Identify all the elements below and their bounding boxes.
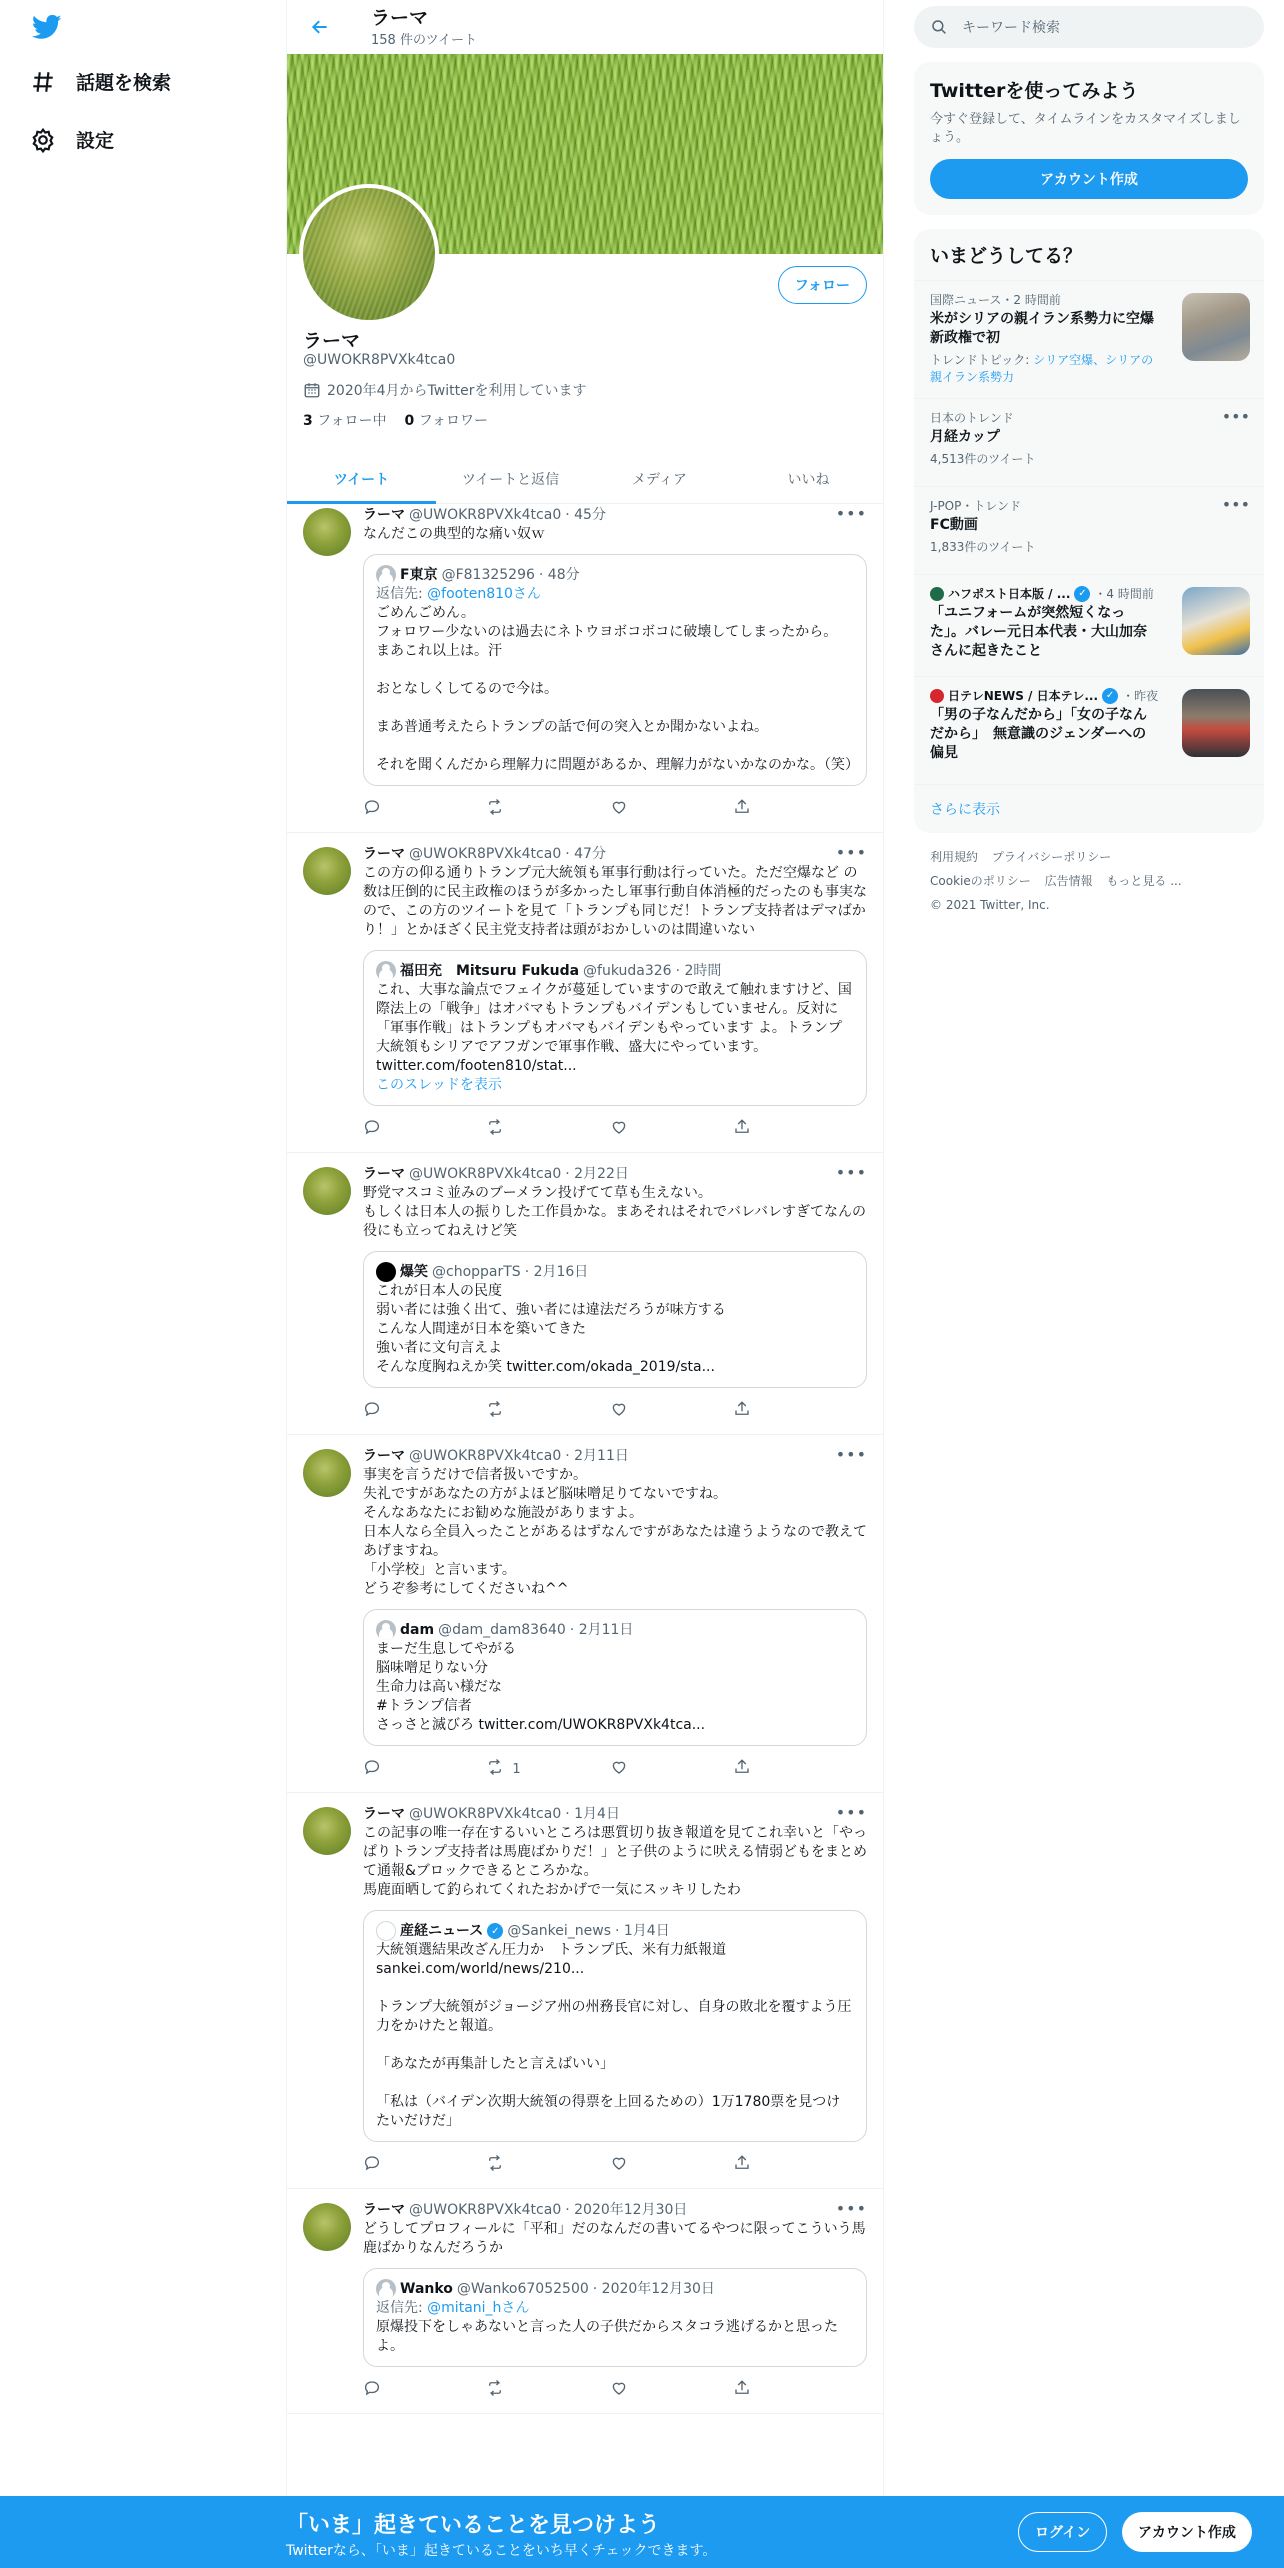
tweet-author-name[interactable]: ラーマ	[363, 1166, 405, 1182]
bottom-signup-bar	[0, 2496, 1284, 2568]
more-options-icon[interactable]: •••	[835, 1445, 867, 1464]
ntv-news-logo-icon	[930, 689, 944, 703]
footer-terms-link[interactable]: 利用規約	[930, 850, 979, 864]
footer-more-link[interactable]: もっと見る ...	[1106, 874, 1182, 888]
reply-icon	[363, 2154, 381, 2176]
tweet-author-name[interactable]: ラーマ	[363, 507, 405, 523]
quoted-tweet[interactable]	[363, 2268, 867, 2367]
tweet-actions	[363, 1118, 793, 1140]
more-options-icon[interactable]: •••	[1221, 407, 1250, 426]
followers-label: フォロワー	[418, 413, 489, 429]
share-button[interactable]	[733, 2379, 793, 2401]
footer-links	[914, 833, 1264, 929]
huffpost-logo-icon	[930, 587, 944, 601]
calendar-icon	[303, 381, 321, 399]
tweet-author-name[interactable]: ラーマ	[363, 1806, 405, 1822]
retweet-icon	[486, 2154, 504, 2176]
quote-time: · 2時間	[675, 962, 722, 979]
header-title: ラーマ	[371, 6, 429, 29]
followers-link[interactable]	[405, 410, 489, 430]
tweet-time[interactable]: · 1月4日	[565, 1806, 620, 1822]
share-icon	[733, 1118, 751, 1140]
reply-icon	[363, 1400, 381, 1422]
quote-avatar	[376, 1262, 396, 1282]
quote-author-name: Wanko	[400, 2280, 453, 2297]
trend-source: 日テレNEWS / 日本テレ...	[948, 689, 1099, 703]
tweet-actions	[363, 2379, 793, 2401]
trend-thumbnail	[1182, 587, 1250, 655]
retweet-button[interactable]	[486, 1758, 546, 1780]
heart-icon	[610, 2154, 628, 2176]
trend-item[interactable]	[914, 486, 1264, 574]
search-box[interactable]	[914, 6, 1264, 48]
tweet-actions	[363, 2154, 793, 2176]
tweet-text: なんだこの典型的な痛い奴ｗ	[363, 526, 545, 542]
retweet-icon	[486, 1400, 504, 1422]
trend-title: 「男の子なんだから」「女の子なんだから」 無意識のジェンダーへの偏見	[930, 707, 1147, 761]
tweet-author-handle[interactable]: @UWOKR8PVXk4tca0	[409, 1806, 562, 1822]
tweet-actions	[363, 798, 793, 820]
tab-tweets-and-replies[interactable]: ツイートと返信	[461, 471, 560, 488]
quote-author-handle: @Wanko67052500	[456, 2280, 589, 2297]
tweet-header	[363, 2201, 867, 2219]
trend-meta: 日本のトレンド	[930, 411, 1014, 425]
quote-header	[376, 1262, 854, 1282]
quote-author-handle: @F81325296	[441, 566, 535, 583]
tweet-avatar[interactable]	[303, 847, 351, 895]
more-options-icon[interactable]: •••	[835, 843, 867, 862]
quote-text: ごめんごめん。 フォロワー少ないのは過去にネトウヨボコボコに破壊してしまったから。 まあこれ以上は。汗 おとなしくしてるので今は。 まあ普通考えたらトランプの話で何の突入とか聞かないよね。 それを聞くんだから理解力に問題があるか、理解力がないかなのかな。（笑）	[376, 605, 859, 773]
retweet-icon	[486, 798, 504, 820]
reply-icon	[363, 2379, 381, 2401]
profile-handle: @UWOKR8PVXk4tca0	[303, 352, 456, 368]
tweet-time[interactable]: · 2月11日	[565, 1448, 629, 1464]
like-button[interactable]	[610, 2379, 670, 2401]
like-button[interactable]	[610, 1118, 670, 1140]
quote-author-name: 爆笑	[400, 1263, 428, 1280]
like-button[interactable]	[610, 1758, 670, 1780]
copyright: © 2021 Twitter, Inc.	[930, 898, 1050, 912]
tweet-text: この記事の唯一存在するいいところは悪質切り抜き報道を見てこれ幸いと「やっぱりトランプ支持者は馬鹿ばかりだ！」と子供のように吠える情弱どもをまとめて通報&ブロックできるところかな。 馬鹿面晒して釣られてくれたおかげで一気にスッキリしたわ	[363, 1825, 867, 1898]
quote-author-handle: @fukuda326	[583, 962, 672, 979]
verified-badge-icon: ✓	[1102, 688, 1118, 704]
retweet-count: 1	[512, 1761, 521, 1777]
verified-badge-icon: ✓	[487, 1923, 503, 1939]
joined-text: 2020年4月からTwitterを利用しています	[327, 383, 587, 399]
quote-author-name: 産経ニュース	[400, 1922, 484, 1939]
show-more-link[interactable]: さらに表示	[914, 784, 1264, 833]
tweet[interactable]	[287, 2189, 883, 2414]
tweet[interactable]	[287, 494, 883, 833]
reply-button[interactable]	[363, 1400, 423, 1422]
retweet-button[interactable]	[486, 1400, 546, 1422]
quote-avatar	[376, 1620, 396, 1640]
signup-button[interactable]: アカウント作成	[1122, 2512, 1252, 2552]
follow-button[interactable]: フォロー	[778, 266, 867, 304]
reply-button[interactable]	[363, 2379, 423, 2401]
tweet-author-handle[interactable]: @UWOKR8PVXk4tca0	[409, 507, 562, 523]
footer-cookie-link[interactable]: Cookieのポリシー	[930, 874, 1031, 888]
quote-text: これ、大事な論点でフェイクが蔓延していますので敢えて触れますけど、国際法上の「戦争」はオバマもトランプもバイデンもしていません。反対に「軍事作戦」はトランプもオバマもバイデンもやっています よ。トランプ大統領もシリアでアフガンで軍事作戦、盛大にやっています。 twitter.com/footen810/stat...	[376, 982, 852, 1074]
signup-title: Twitterを使ってみよう	[930, 80, 1139, 102]
quote-time: · 2月11日	[569, 1621, 634, 1638]
share-icon	[733, 1758, 751, 1780]
more-options-icon[interactable]: •••	[835, 2199, 867, 2218]
reply-icon	[363, 1118, 381, 1140]
hashtag-icon	[30, 69, 56, 95]
share-button[interactable]	[733, 2154, 793, 2176]
heart-icon	[610, 798, 628, 820]
reply-button[interactable]	[363, 2154, 423, 2176]
nav-settings[interactable]	[30, 126, 114, 153]
quote-header	[376, 1921, 854, 1941]
quote-time: · 2020年12月30日	[592, 2280, 715, 2297]
quote-header	[376, 2279, 854, 2299]
bottom-bar-subtitle: Twitterなら、「いま」起きていることをいち早くチェックできます。	[286, 2543, 717, 2559]
retweet-button[interactable]	[486, 2379, 546, 2401]
tweet-time[interactable]: · 47分	[565, 846, 606, 862]
quote-text: これが日本人の民度 弱い者には強く出て、強い者には違法だろうが味方する こんな人間達が日本を築いてきた 強い者に文句言えよ そんな度胸ねえか笑 twitter.com/okada_2019/sta...	[376, 1283, 726, 1375]
heart-icon	[610, 2379, 628, 2401]
tweet-text: 野党マスコミ並みのブーメラン投げてて草も生えない。 もしくは日本人の振りした工作員かな。まあそれはそれでバレバレすぎてなんの役にも立ってねえけど笑	[363, 1185, 867, 1239]
gear-icon	[30, 127, 56, 153]
quote-author-name: dam	[400, 1621, 435, 1638]
retweet-icon	[486, 2379, 504, 2401]
share-button[interactable]	[733, 1118, 793, 1140]
more-options-icon[interactable]: •••	[835, 1803, 867, 1822]
heart-icon	[610, 1758, 628, 1780]
quote-text: 原爆投下をしゃあないと言った人の子供だからスタコラ逃げるかと思ったよ。	[376, 2319, 838, 2354]
quote-header	[376, 1620, 854, 1640]
tweet[interactable]	[287, 833, 883, 1153]
signup-card	[914, 62, 1264, 215]
trend-source: ハフポスト日本版 / ...	[948, 587, 1071, 601]
trend-meta: J-POP・トレンド	[930, 499, 1022, 513]
tweet-author-handle[interactable]: @UWOKR8PVXk4tca0	[409, 1166, 562, 1182]
back-button[interactable]	[305, 12, 335, 42]
share-button[interactable]	[733, 1400, 793, 1422]
share-icon	[733, 798, 751, 820]
left-navigation	[0, 0, 286, 2568]
retweet-button[interactable]	[486, 1118, 546, 1140]
reply-to-handle[interactable]: @mitani_hさん	[427, 2300, 530, 2316]
quote-reply-to	[376, 585, 854, 604]
trend-topics-prefix: トレンドトピック:	[930, 353, 1034, 367]
trend-thumbnail	[1182, 689, 1250, 757]
trend-tweet-count: 1,833件のツイート	[930, 540, 1036, 554]
trend-title: 米がシリアの親イラン系勢力に空爆 新政権で初	[930, 311, 1154, 346]
signup-description: 今すぐ登録して、タイムラインをカスタマイズしましょう。	[930, 112, 1241, 145]
profile-name: ラーマ	[303, 330, 361, 352]
tweet-header	[363, 1165, 867, 1183]
quoted-tweet[interactable]	[363, 554, 867, 786]
tweet-avatar[interactable]	[303, 1167, 351, 1215]
like-button[interactable]	[610, 798, 670, 820]
retweet-button[interactable]	[486, 798, 546, 820]
show-thread-link[interactable]: このスレッドを表示	[376, 1077, 502, 1093]
profile-avatar[interactable]	[299, 184, 439, 324]
footer-privacy-link[interactable]: プライバシーポリシー	[991, 850, 1112, 864]
quote-avatar	[376, 961, 396, 981]
trend-item[interactable]	[914, 574, 1264, 676]
reply-button[interactable]	[363, 1118, 423, 1140]
quote-author-name: 福田充 Mitsuru Fukuda	[400, 962, 580, 979]
tweet-text: 事実を言うだけで信者扱いですか。 失礼ですがあなたの方がよほど脳味噌足りてないですね。 そんなあなたにお勧めな施設がありますよ。 日本人なら全員入ったことがあるはずなんですがあなたは違うようなので教えてあげますね。 「小学校」と言います。 どうぞ参考にしてくださいね^^	[363, 1467, 867, 1597]
quote-avatar	[376, 2279, 396, 2299]
tweet-text: どうしてプロフィールに「平和」だのなんだの書いてるやつに限ってこういう馬鹿ばかりなんだろうか	[363, 2221, 866, 2256]
trend-tweet-count: 4,513件のツイート	[930, 452, 1036, 466]
tweet-count: 158 件のツイート	[371, 32, 478, 48]
quote-time: · 1月4日	[615, 1922, 670, 1939]
reply-to-prefix: 返信先:	[376, 2300, 428, 2316]
share-button[interactable]	[733, 798, 793, 820]
quoted-tweet[interactable]	[363, 1609, 867, 1746]
tweet-text: この方の仰る通りトランプ元大統領も軍事行動は行っていた。ただ空爆など の数は圧倒的に民主政権のほうが多かったし軍事行動自体消極的だったのも事実なので、この方のツイートを見て「トランプも同じだ！トランプ支持者はデマばかり！」とかほざく民主党支持者は頭がおかしいのは間違いない	[363, 865, 867, 938]
trends-card	[914, 229, 1264, 833]
tweet-author-handle[interactable]: @UWOKR8PVXk4tca0	[409, 2202, 562, 2218]
tweet-time[interactable]: · 2月22日	[565, 1166, 629, 1182]
trend-topic-link[interactable]: シリア空爆、シリアの親イラン系勢力	[930, 353, 1154, 384]
tweet[interactable]	[287, 1793, 883, 2189]
share-button[interactable]	[733, 1758, 793, 1780]
share-icon	[733, 1400, 751, 1422]
nav-explore[interactable]	[30, 68, 171, 95]
follow-stats	[303, 410, 488, 430]
tweet-time[interactable]: · 45分	[565, 507, 606, 523]
retweet-icon	[486, 1758, 504, 1780]
bottom-bar-title: 「いま」起きていることを見つけよう	[286, 2513, 661, 2538]
quote-text: まーだ生息してやがる 脳味噌足りない分 生命力は高い様だな #トランプ信者 さっさと滅びろ twitter.com/UWOKR8PVXk4tca...	[376, 1641, 706, 1733]
footer-ads-link[interactable]: 広告情報	[1044, 874, 1093, 888]
quoted-tweet[interactable]	[363, 1910, 867, 2142]
trend-topics	[930, 352, 1160, 386]
followers-count: 0	[404, 413, 415, 429]
tweet-actions	[363, 1758, 793, 1780]
quoted-tweet[interactable]	[363, 950, 867, 1106]
tweet-header	[363, 845, 867, 863]
right-sidebar	[914, 0, 1264, 929]
tweet-author-name[interactable]: ラーマ	[363, 2202, 405, 2218]
quote-header	[376, 565, 854, 585]
profile-timeline	[286, 0, 884, 2568]
like-button[interactable]	[610, 1400, 670, 1422]
quote-time: · 2月16日	[524, 1263, 589, 1280]
quote-avatar	[376, 1921, 396, 1941]
reply-icon	[363, 798, 381, 820]
search-placeholder: キーワード検索	[962, 20, 1060, 36]
trend-thumbnail	[1182, 293, 1250, 361]
tweet-author-name[interactable]: ラーマ	[363, 846, 405, 862]
quote-text: 大統領選結果改ざん圧力か トランプ氏、米有力紙報道 sankei.com/world/news/210... トランプ大統領がジョージア州の州務長官に対し、自身の敗北を覆すよう圧力をかけたと報道。 「あなたが再集計したと言えばいい」 「私は（バイデン次期大統領の得票を上回るための）1万1780票を見つけたいだけだ」	[376, 1942, 852, 2129]
quote-header	[376, 961, 854, 981]
quote-author-handle: @dam_dam83640	[438, 1621, 566, 1638]
trend-time: ・昨夜	[1122, 689, 1159, 703]
more-options-icon[interactable]: •••	[835, 1163, 867, 1182]
search-icon	[930, 18, 948, 36]
tweet-header	[363, 1805, 867, 1823]
login-button[interactable]: ログイン	[1018, 2512, 1107, 2552]
tweet-author-handle[interactable]: @UWOKR8PVXk4tca0	[409, 1448, 562, 1464]
quote-avatar	[376, 565, 396, 585]
reply-button[interactable]	[363, 798, 423, 820]
tweet-actions	[363, 1400, 793, 1422]
trend-item[interactable]	[914, 676, 1264, 784]
tweet-time[interactable]: · 2020年12月30日	[565, 2202, 688, 2218]
share-icon	[733, 2154, 751, 2176]
quoted-tweet[interactable]	[363, 1251, 867, 1388]
tweet[interactable]	[287, 1153, 883, 1435]
nav-settings-label: 設定	[76, 130, 115, 152]
retweet-icon	[486, 1118, 504, 1140]
trend-item[interactable]	[914, 398, 1264, 486]
quote-time: · 48分	[538, 566, 580, 583]
trend-title: FC動画	[930, 517, 978, 533]
following-count: 3	[303, 413, 313, 429]
tweet-list	[287, 494, 883, 2414]
quote-author-name: F東京	[400, 566, 438, 583]
reply-icon	[363, 1758, 381, 1780]
trend-time: ・4 時間前	[1094, 587, 1154, 601]
verified-badge-icon: ✓	[1074, 586, 1090, 602]
tab-likes[interactable]: いいね	[787, 471, 830, 488]
heart-icon	[610, 1118, 628, 1140]
tab-media[interactable]: メディア	[632, 471, 687, 488]
twitter-logo-icon[interactable]	[30, 12, 64, 42]
tweet-avatar[interactable]	[303, 1807, 351, 1855]
more-options-icon[interactable]: •••	[835, 504, 867, 523]
reply-to-handle[interactable]: @footen810さん	[427, 586, 541, 602]
tab-tweets[interactable]: ツイート	[287, 454, 436, 503]
profile-header-bar	[287, 0, 883, 54]
profile-joined-date	[303, 380, 586, 400]
trend-meta: 国際ニュース・2 時間前	[930, 293, 1061, 307]
quote-reply-to	[376, 2299, 854, 2318]
create-account-button[interactable]: アカウント作成	[930, 159, 1248, 199]
share-icon	[733, 2379, 751, 2401]
quote-author-handle: @Sankei_news	[507, 1922, 611, 1939]
tweet-avatar[interactable]	[303, 1449, 351, 1497]
tweet-header	[363, 506, 867, 524]
trends-title: いまどうしてる？	[930, 245, 1083, 267]
heart-icon	[610, 1400, 628, 1422]
trend-item[interactable]	[914, 280, 1264, 398]
like-button[interactable]	[610, 2154, 670, 2176]
reply-button[interactable]	[363, 1758, 423, 1780]
tweet-author-handle[interactable]: @UWOKR8PVXk4tca0	[409, 846, 562, 862]
tweet[interactable]	[287, 1435, 883, 1793]
tweet-header	[363, 1447, 867, 1465]
arrow-left-icon	[310, 17, 330, 37]
reply-to-prefix: 返信先:	[376, 586, 428, 602]
tweet-author-name[interactable]: ラーマ	[363, 1448, 405, 1464]
tweet-avatar[interactable]	[303, 2203, 351, 2251]
nav-explore-label: 話題を検索	[76, 72, 172, 94]
tweet-avatar[interactable]	[303, 508, 351, 556]
following-label: フォロー中	[317, 413, 387, 429]
retweet-button[interactable]	[486, 2154, 546, 2176]
trend-title: 「ユニフォームが突然短くなった」。バレー元日本代表・大山加奈さんに起きたこと	[930, 605, 1147, 659]
profile-info	[287, 254, 883, 494]
quote-author-handle: @chopparTS	[432, 1263, 521, 1280]
more-options-icon[interactable]: •••	[1221, 495, 1250, 514]
following-link[interactable]	[303, 410, 387, 430]
trend-title: 月経カップ	[930, 429, 1000, 445]
